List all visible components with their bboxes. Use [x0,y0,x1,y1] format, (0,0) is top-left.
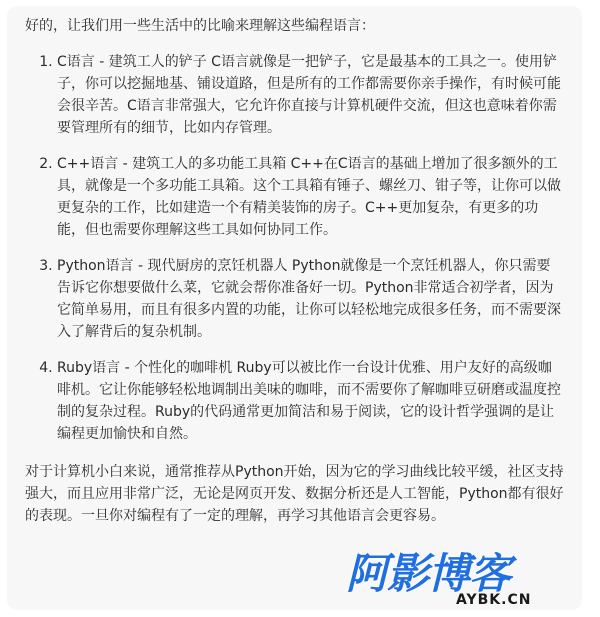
list-item-c: 1. C语言 - 建筑工人的铲子 C语言就像是一把铲子，它是最基本的工具之一。使用铲子，你可以挖掘地基、铺设道路，但是所有的工作都需要你亲手操作，有时候可能会很辛苦。C语言非常强大，它允许你直接与计算机硬件交流，但这也意味着你需要管理所有的细节，比如内存管理。 [57,51,564,139]
watermark-title: 阿影博客 [346,549,511,598]
intro-text: 好的，让我们用一些生活中的比喻来理解这些编程语言： [25,18,375,34]
language-list [25,51,564,445]
list-item-ruby: 4. Ruby语言 - 个性化的咖啡机 Ruby可以被比作一台设计优雅、用户友好的高级咖啡机。它让你能够轻松地调制出美味的咖啡，而不需要你了解咖啡豆研磨或温度控制的复杂过程。Ruby的代码通常更加简洁和易于阅读，它的设计哲学强调的是让编程更加愉快和自然。 [57,357,564,445]
watermark-logo [346,550,582,614]
list-item-cpp: 2. C++语言 - 建筑工人的多功能工具箱 C++在C语言的基础上增加了很多额外的工具，就像是一个多功能工具箱。这个工具箱有锤子、螺丝刀、钳子等，让你可以做更复杂的工作，比如建造一个有精美装饰的房子。C++更加复杂，有更多的功能，但也需要你理解这些工具如何协同工作。 [57,153,564,241]
list-item-python: 3. Python语言 - 现代厨房的烹饪机器人 Python就像是一个烹饪机器人，你只需要告诉它你想要做什么菜，它就会帮你准备好一切。Python非常适合初学者，因为它简单易用，而且有很多内置的功能，让你可以轻松地完成很多任务，而不需要深入了解背后的复杂机制。 [57,255,564,343]
watermark-domain: AYBK.CN [456,592,532,608]
chat-message-card [7,6,582,610]
outro-text: 对于计算机小白来说，通常推荐从Python开始，因为它的学习曲线比较平缓，社区支持强大，而且应用非常广泛，无论是网页开发、数据分析还是人工智能，Python都有很好的表现。一旦你对编程有了一定的理解，再学习其他语言会更容易。 [25,464,564,524]
